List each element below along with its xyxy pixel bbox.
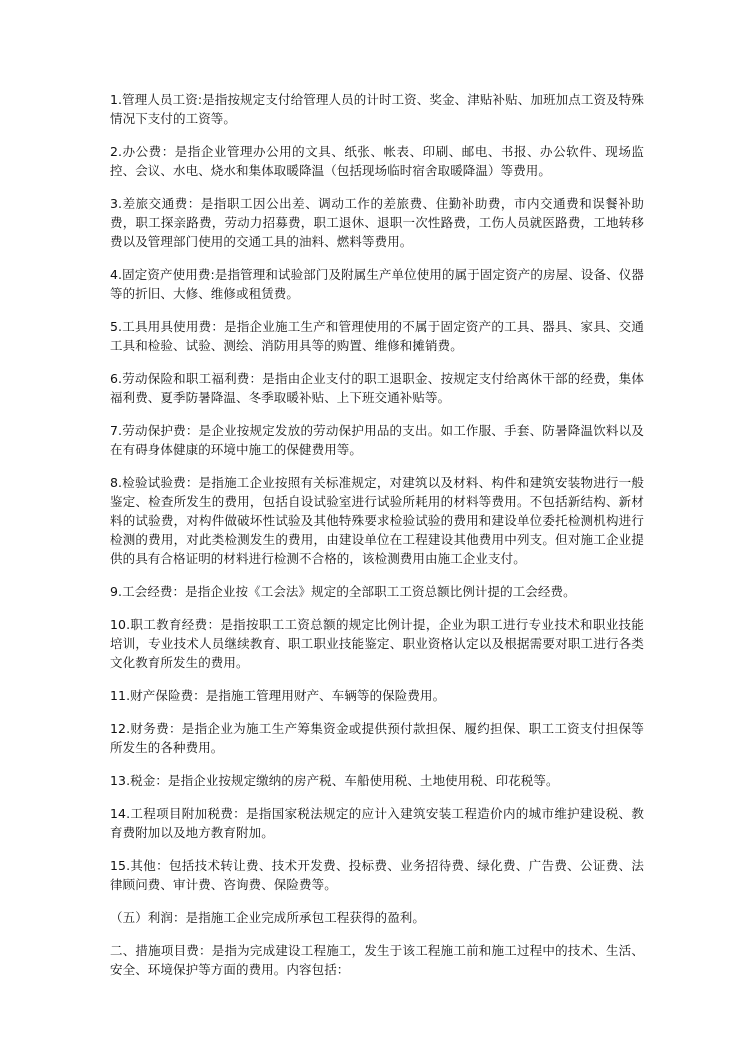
paragraph-item-13: 13.税金：是指企业按规定缴纳的房产税、车船使用税、土地使用税、印花税等。 [110, 773, 559, 788]
paragraph-item-8: 8.检验试验费：是指施工企业按照有关标准规定，对建筑以及材料、构件和建筑安装物进行一般鉴定、检查所发生的费用，包括自设试验室进行试验所耗用的材料等费用。不包括新结构、新材料的试验费，对构件做破坏性试验及其他特殊要求检验试验的费用和建设单位委托检测机构进行检测的费用，对此类检测发生的费用，由建设单位在工程建设其他费用中列支。但对施工企业提供的具有合格证明的材料进行检测不合格的，该检测费用由施工企业支付。 [110, 475, 644, 566]
paragraph-item-7: 7.劳动保护费：是企业按规定发放的劳动保护用品的支出。如工作服、手套、防暑降温饮料以及在有碍身体健康的环境中施工的保健费用等。 [110, 423, 644, 457]
profit-paragraph: （五）利润：是指施工企业完成所承包工程获得的盈利。 [110, 910, 426, 925]
paragraph-item-3: 3.差旅交通费：是指职工因公出差、调动工作的差旅费、住勤补助费，市内交通费和误餐补助费，职工探亲路费，劳动力招募费，职工退休、退职一次性路费，工伤人员就医路费，工地转移费以及管理部门使用的交通工具的油料、燃料等费用。 [110, 196, 644, 249]
paragraph-item-9: 9.工会经费：是指企业按《工会法》规定的全部职工工资总额比例计提的工会经费。 [110, 584, 576, 599]
paragraph-item-6: 6.劳动保险和职工福利费：是指由企业支付的职工退职金、按规定支付给离休干部的经费，集体福利费、夏季防暑降温、冬季取暖补贴、上下班交通补贴等。 [110, 371, 644, 405]
paragraph-item-14: 14.工程项目附加税费：是指国家税法规定的应计入建筑安装工程造价内的城市维护建设税、教育费附加以及地方教育附加。 [110, 806, 644, 840]
paragraph-item-10: 10.职工教育经费：是指按职工工资总额的规定比例计提，企业为职工进行专业技术和职业技能培训，专业技术人员继续教育、职工职业技能鉴定、职业资格认定以及根据需要对职工进行各类文化教育所发生的费用。 [110, 617, 644, 670]
paragraph-item-2: 2.办公费：是指企业管理办公用的文具、纸张、帐表、印刷、邮电、书报、办公软件、现场监控、会议、水电、烧水和集体取暖降温（包括现场临时宿舍取暖降温）等费用。 [110, 144, 644, 178]
paragraph-item-4: 4.固定资产使用费:是指管理和试验部门及附属生产单位使用的属于固定资产的房屋、设备、仪器等的折旧、大修、维修或租赁费。 [110, 267, 644, 301]
paragraph-item-15: 15.其他：包括技术转让费、技术开发费、投标费、业务招待费、绿化费、广告费、公证费、法律顾问费、审计费、咨询费、保险费等。 [110, 858, 644, 892]
paragraph-item-12: 12.财务费：是指企业为施工生产筹集资金或提供预付款担保、履约担保、职工工资支付担保等所发生的各种费用。 [110, 721, 644, 755]
paragraph-item-11: 11.财产保险费：是指施工管理用财产、车辆等的保险费用。 [110, 688, 446, 703]
paragraph-item-5: 5.工具用具使用费：是指企业施工生产和管理使用的不属于固定资产的工具、器具、家具、交通工具和检验、试验、测绘、消防用具等的购置、维修和摊销费。 [110, 319, 644, 353]
paragraph-item-1: 1.管理人员工资:是指按规定支付给管理人员的计时工资、奖金、津贴补贴、加班加点工资及特殊情况下支付的工资等。 [110, 92, 644, 126]
measures-fee-paragraph: 二、措施项目费：是指为完成建设工程施工，发生于该工程施工前和施工过程中的技术、生活、安全、环境保护等方面的费用。内容包括： [110, 943, 644, 977]
